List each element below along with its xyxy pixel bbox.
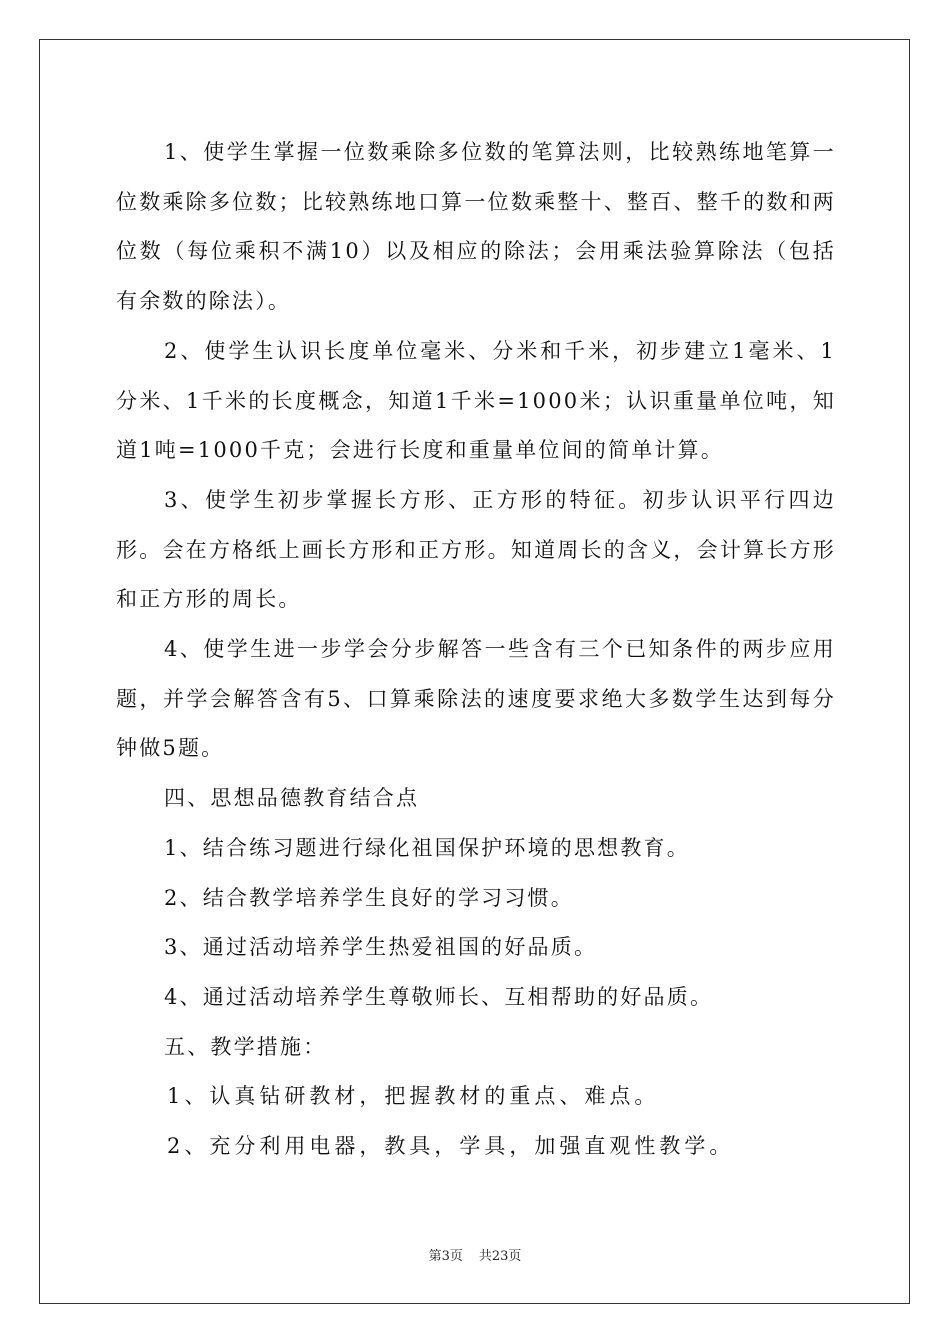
section-heading-moral-education: 四、思想品德教育结合点 [164,786,420,811]
objective-paragraph-2: 2、使学生认识长度单位毫米、分米和千米，初步建立1毫米、1分米、1千米的长度概念，知道1千米=1000米；认识重量单位吨，知道1吨=1000千克；会进行长度和重量单位间的简单计算。 [116,338,836,463]
objective-paragraph-4: 4、使学生进一步学会分步解答一些含有三个已知条件的两步应用题，并学会解答含有5、口算乘除法的速度要求绝大多数学生达到每分钟做5题。 [116,637,836,761]
moral-education-item-1: 1、结合练习题进行绿化祖国保护环境的思想教育。 [164,835,690,860]
page-number: 第3页 [428,1249,463,1264]
objective-paragraph-3: 3、使学生初步掌握长方形、正方形的特征。初步认识平行四边形。会在方格纸上画长方形和正方形。知道周长的含义，会计算长方形和正方形的周长。 [116,487,836,612]
total-pages: 共23页 [478,1249,522,1264]
document-body [116,128,836,1172]
moral-education-item-2: 2、结合教学培养学生良好的学习习惯。 [164,885,574,910]
teaching-measure-item-2: 2、充分利用电器，教具，学具，加强直观性教学。 [167,1134,735,1159]
page-footer [0,1249,950,1265]
moral-education-item-4: 4、通过活动培养学生尊敬师长、互相帮助的好品质。 [164,984,714,1009]
moral-education-item-3: 3、通过活动培养学生热爱祖国的好品质。 [164,935,598,960]
section-heading-teaching-measures: 五、教学措施： [164,1034,327,1059]
teaching-measure-item-1: 1、认真钻研教材，把握教材的重点、难点。 [167,1084,660,1109]
objective-paragraph-1: 1、使学生掌握一位数乘除多位数的笔算法则，比较熟练地笔算一位数乘除多位数；比较熟练地口算一位数乘整十、整百、整千的数和两位数（每位乘积不满10）以及相应的除法；会用乘法验算除法（包括有余数的除法）。 [116,140,836,314]
